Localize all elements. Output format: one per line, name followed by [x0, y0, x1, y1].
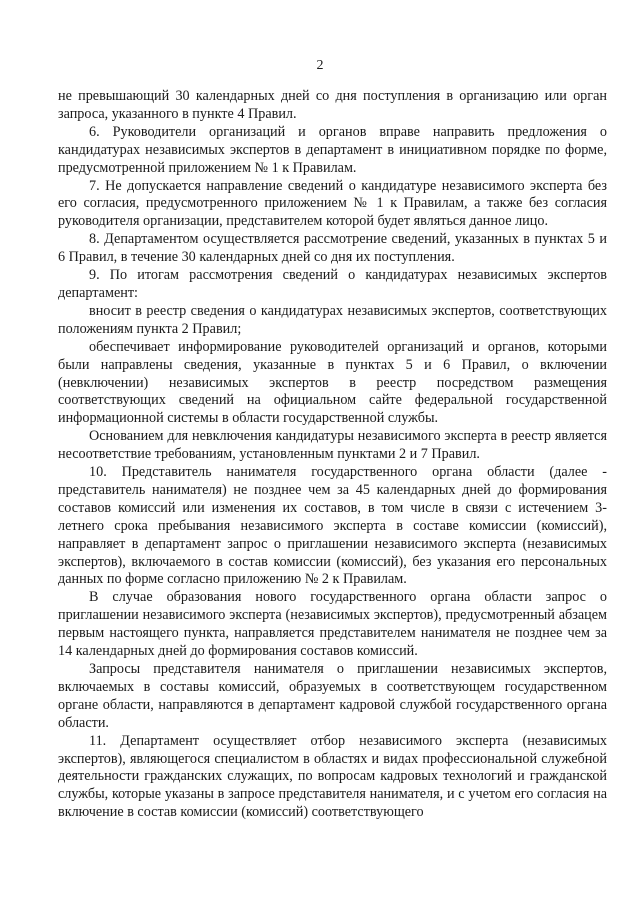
paragraph-item-7: 7. Не допускается направление сведений о кандидатуре независимого эксперта без его согласия, предусмотренного приложением № 1 к Правилам, а также без согласия руководителя организации, представителем которой будет являться данное лицо.: [58, 177, 607, 230]
paragraph-continuation: не превышающий 30 календарных дней со дня поступления в организацию или орган запроса, указанного в пункте 4 Правил.: [58, 88, 607, 122]
paragraph-item-8: 8. Департаментом осуществляется рассмотрение сведений, указанных в пунктах 5 и 6 Правил, в течение 30 календарных дней со дня их поступления.: [58, 231, 607, 266]
paragraph-item-11: 11. Департамент осуществляет отбор независимого эксперта (независимых экспертов), являющегося специалистом в областях и видах профессиональной служебной деятельности гражданских служащих, по вопросам кадровых технологий и гражданской службы, которые указаны в запросе представителя нанимателя, и с учетом его согласия на включение в состав комиссии (комиссий) соответствующего: [58, 732, 607, 821]
paragraph-item-6: 6. Руководители организаций и органов вправе направить предложения о кандидатурах независимых экспертов в департамент в инициативном порядке по форме, предусмотренной приложением № 1 к Правилам.: [58, 123, 607, 176]
paragraph-item-10-requests: Запросы представителя нанимателя о приглашении независимых экспертов, включаемых в составы комиссий, образуемых в соответствующем государственном органе области, направляются в департамент кадровой службой государственного органа области.: [58, 661, 607, 731]
page-number: 2: [316, 58, 324, 73]
paragraph-item-9-basis: Основанием для невключения кандидатуры независимого эксперта в реестр является несоответствие требованиям, установленным пунктами 2 и 7 Правил.: [58, 428, 607, 463]
paragraph-item-9-sub-1: вносит в реестр сведения о кандидатурах независимых экспертов, соответствующих положениям пункта 2 Правил;: [58, 302, 607, 337]
paragraph-item-10-new-organ: В случае образования нового государственного органа области запрос о приглашении независимого эксперта (независимых экспертов), предусмотренный абзацем первым настоящего пункта, направляется представителем нанимателя не позднее чем за 14 календарных дней до формирования составов комиссий.: [58, 589, 607, 660]
paragraph-item-9: 9. По итогам рассмотрения сведений о кандидатурах независимых экспертов департамент:: [58, 267, 607, 301]
document-body: [58, 88, 607, 822]
paragraph-item-9-sub-2: обеспечивает информирование руководителей организаций и органов, которыми были направлены сведения, указанные в пунктах 5 и 6 Правил, о включении (невключении) независимых экспертов в реестр посредством размещения соответствующих сведений на официальном сайте федеральной государственной информационной системы в области государственной службы.: [58, 338, 607, 427]
paragraph-item-10: 10. Представитель нанимателя государственного органа области (далее - представитель нанимателя) не позднее чем за 45 календарных дней до формирования составов комиссий или изменения их составов, в том числе в связи с истечением 3-летнего срока пребывания независимого эксперта в составе комиссии (комиссий), направляет в департамент запрос о приглашении независимого эксперта (независимых экспертов), включаемого в состав комиссии (комиссий), без указания его персональных данных по форме согласно приложению № 2 к Правилам.: [58, 464, 607, 588]
